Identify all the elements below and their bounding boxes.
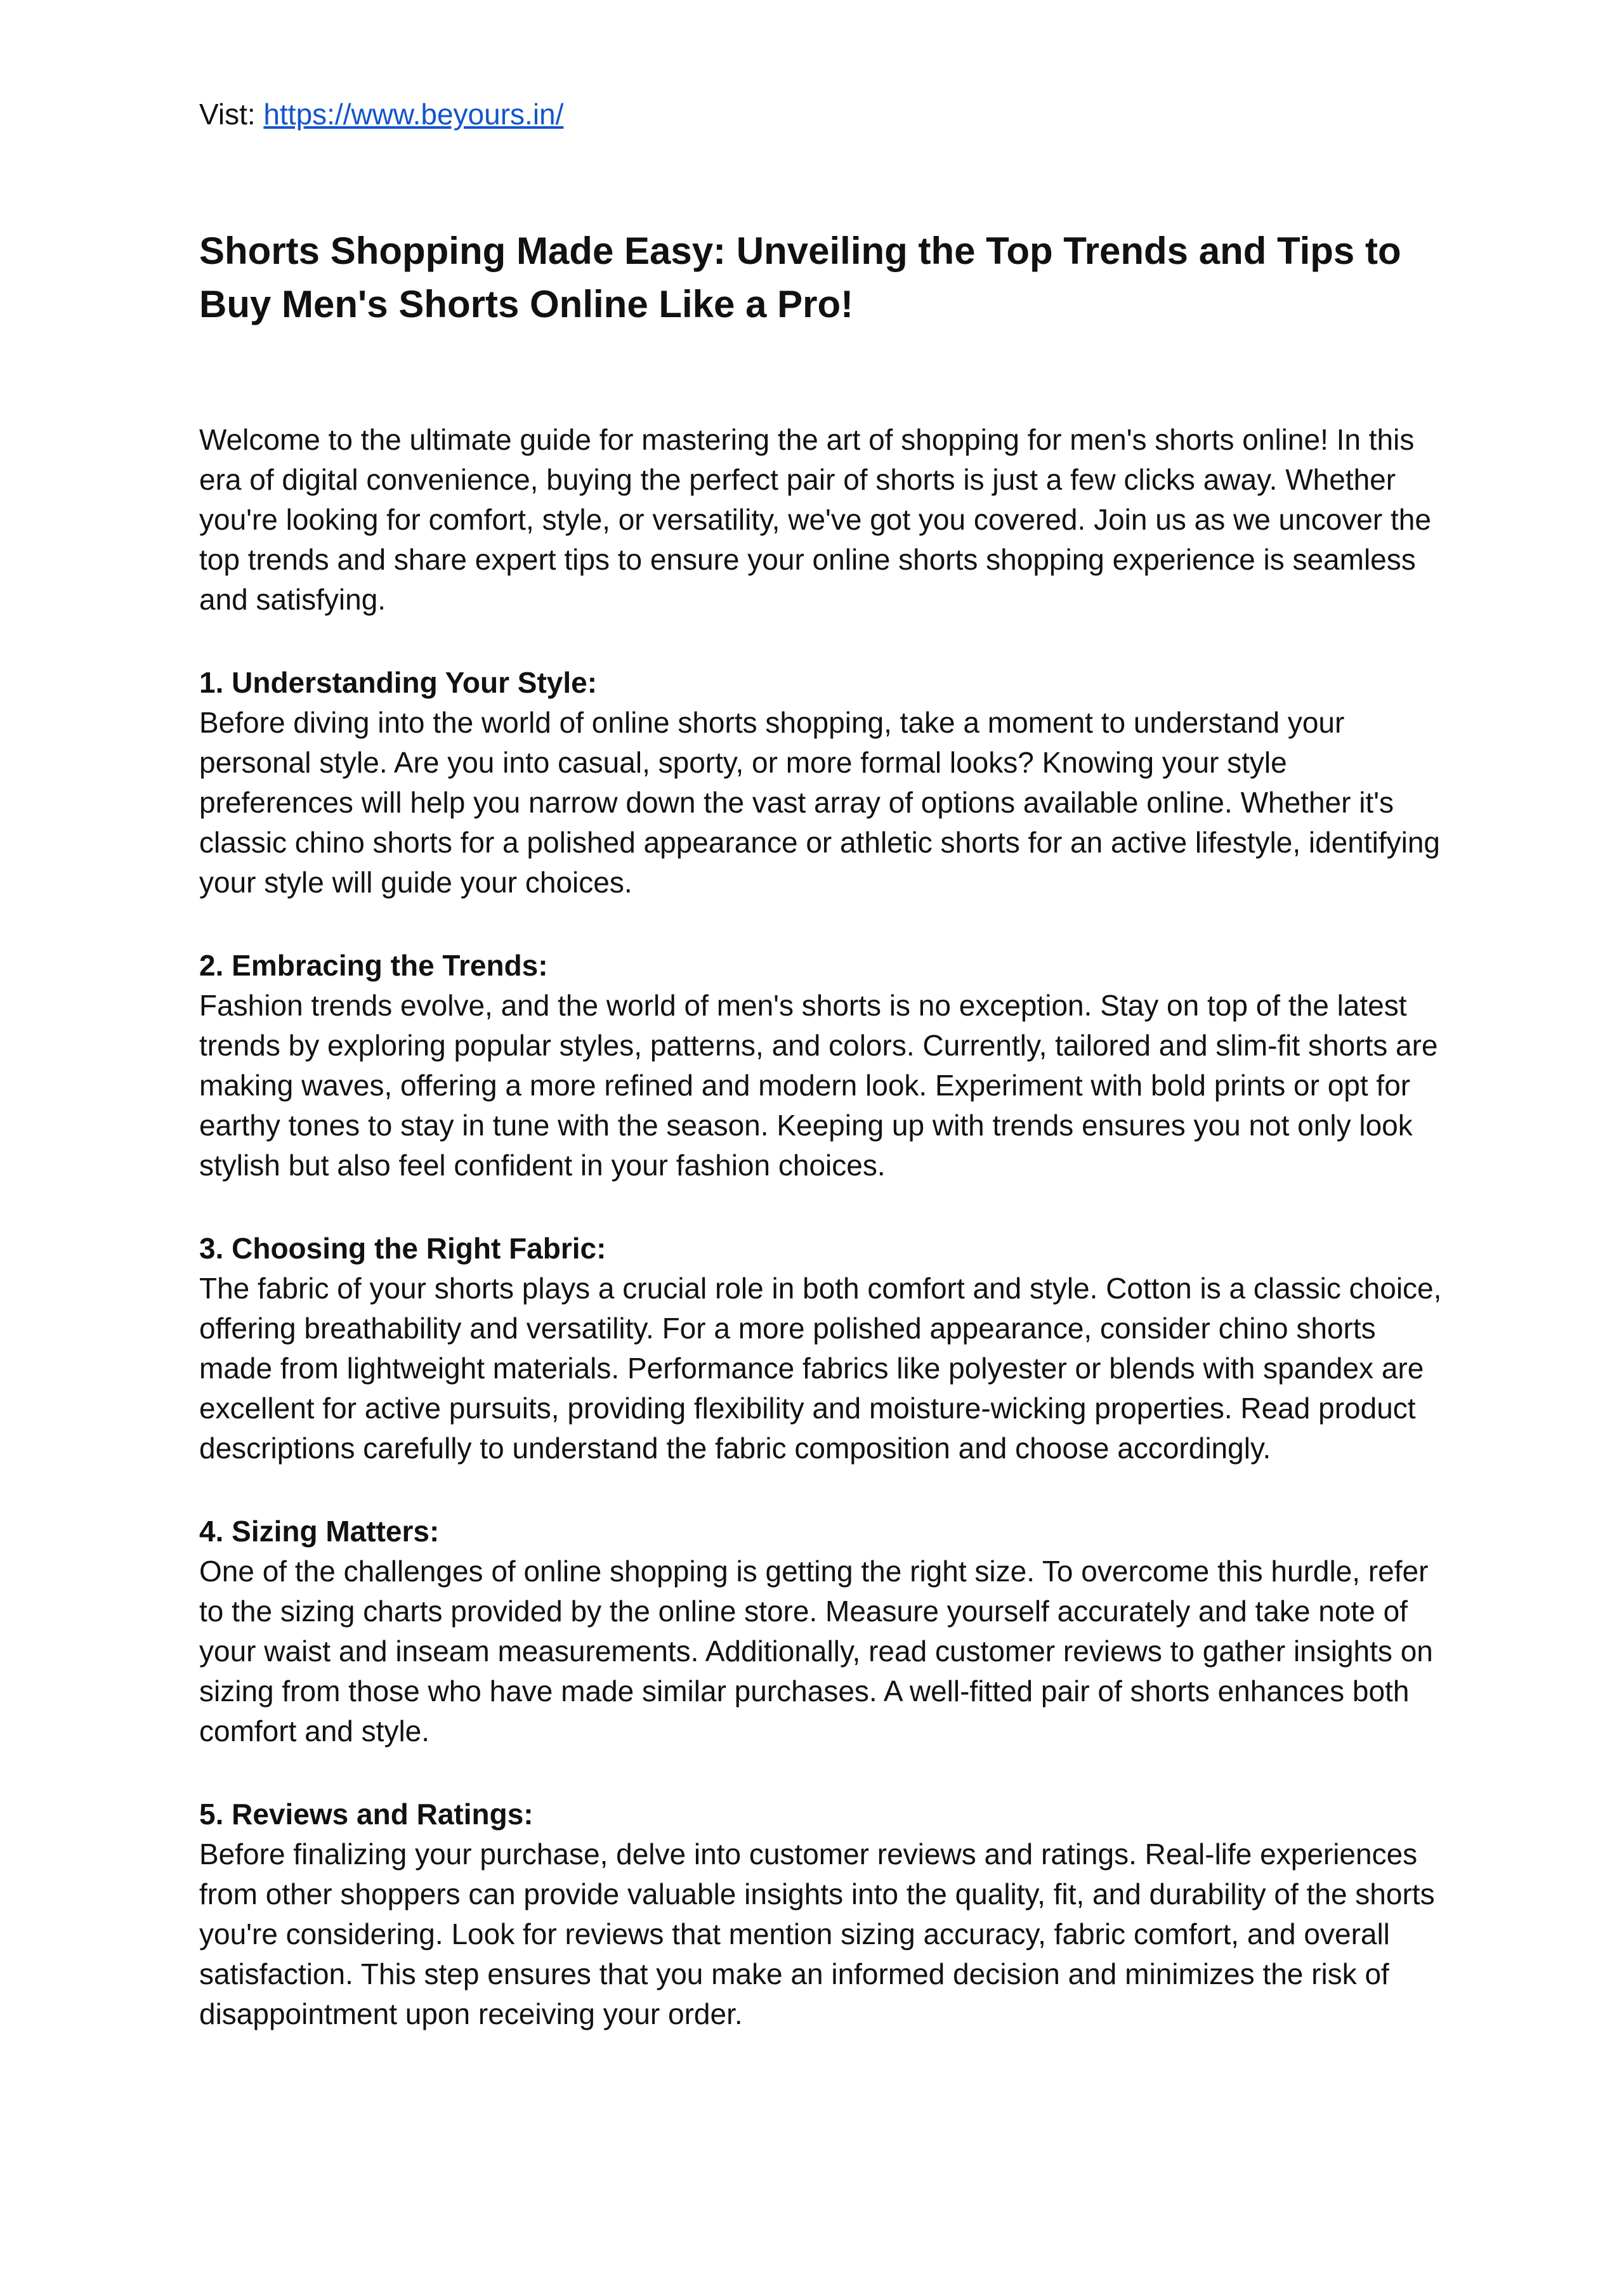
section-heading: 1. Understanding Your Style: <box>199 666 598 699</box>
section-text: Fashion trends evolve, and the world of men's shorts is no exception. Stay on top of the latest trends by exploring popular styles, patterns, and colors. Currently, tailored and slim-fit shorts are making waves, offering a more refined and modern look. Experiment with bold prints or opt for earthy tones to stay in tune with the season. Keeping up with trends ensures you not only look stylish but also feel confident in your fashion choices. <box>199 989 1438 1182</box>
visit-label: Vist: <box>199 98 264 131</box>
document-page <box>199 94 1443 2034</box>
section-heading: 4. Sizing Matters: <box>199 1515 440 1548</box>
section-text: The fabric of your shorts plays a crucial role in both comfort and style. Cotton is a classic choice, offering breathability and versatility. For a more polished appearance, consider chino shorts made from lightweight materials. Performance fabrics like polyester or blends with spandex are excellent for active pursuits, providing flexibility and moisture-wicking properties. Read product descriptions carefully to understand the fabric composition and choose accordingly. <box>199 1272 1442 1465</box>
website-link[interactable]: https://www.beyours.in/ <box>263 98 564 131</box>
section-text: One of the challenges of online shopping is getting the right size. To overcome this hurdle, refer to the sizing charts provided by the online store. Measure yourself accurately and take note of your waist and inseam measurements. Additionally, read customer reviews to gather insights on sizing from those who have made similar purchases. A well-fitted pair of shorts enhances both comfort and style. <box>199 1555 1433 1748</box>
section-heading: 5. Reviews and Ratings: <box>199 1798 534 1831</box>
article-title: Shorts Shopping Made Easy: Unveiling the Top Trends and Tips to Buy Men's Shorts Online Like a Pro! <box>199 230 1401 325</box>
section-heading: 3. Choosing the Right Fabric: <box>199 1232 606 1265</box>
section-understanding-style <box>199 663 1443 903</box>
section-sizing-matters <box>199 1512 1443 1751</box>
intro-paragraph: Welcome to the ultimate guide for mastering the art of shopping for men's shorts online! In this era of digital convenience, buying the perfect pair of shorts is just a few clicks away. Whether you're looking for comfort, style, or versatility, we've got you covered. Join us as we uncover the top trends and share expert tips to ensure your online shorts shopping experience is seamless and satisfying. <box>199 423 1431 616</box>
section-embracing-trends <box>199 946 1443 1186</box>
visit-line <box>199 94 1443 134</box>
section-heading: 2. Embracing the Trends: <box>199 949 548 982</box>
section-text: Before diving into the world of online shorts shopping, take a moment to understand your personal style. Are you into casual, sporty, or more formal looks? Knowing your style preferences will help you narrow down the vast array of options available online. Whether it's classic chino shorts for a polished appearance or athletic shorts for an active lifestyle, identifying your style will guide your choices. <box>199 706 1441 899</box>
section-choosing-fabric <box>199 1229 1443 1468</box>
section-reviews-ratings <box>199 1794 1443 2034</box>
section-text: Before finalizing your purchase, delve into customer reviews and ratings. Real-life experiences from other shoppers can provide valuable insights into the quality, fit, and durability of the shorts you're considering. Look for reviews that mention sizing accuracy, fabric comfort, and overall satisfaction. This step ensures that you make an informed decision and minimizes the risk of disappointment upon receiving your order. <box>199 1838 1435 2030</box>
